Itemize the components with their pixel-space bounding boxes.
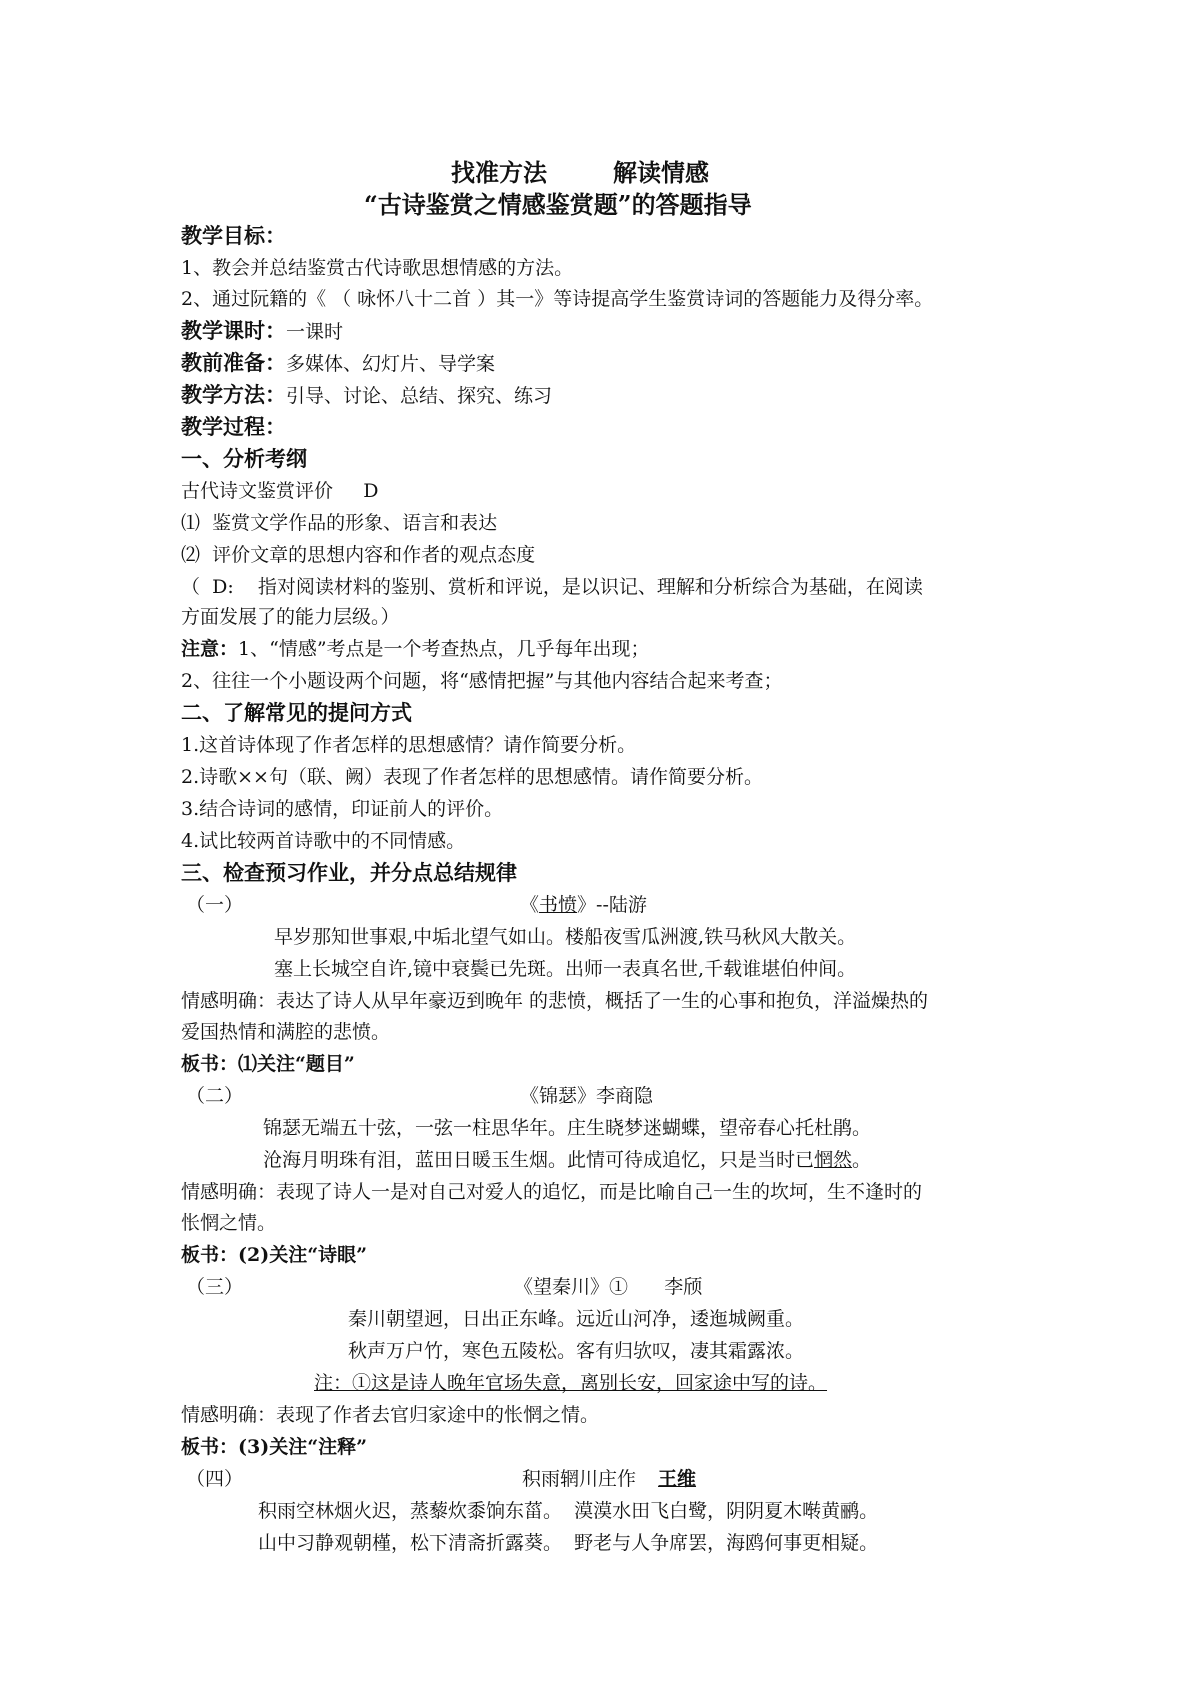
hours-row (181, 318, 343, 345)
process-heading: 教学过程： (181, 414, 286, 439)
note-line: 2、往往一个小题设两个问题，将“感情把握”与其他内容结合起来考查； (181, 670, 783, 692)
syllabus-line: ⑴ 鉴赏文学作品的形象、语言和表达 (181, 512, 498, 534)
poem-number: （一） (186, 894, 244, 916)
objective-item: 1、教会并总结鉴赏古代诗歌思想情感的方法。 (181, 257, 574, 279)
note-row (181, 636, 650, 662)
emotion-text: 情感明确：表现了作者去官归家途中的怅惘之情。 (181, 1404, 600, 1426)
poem-number: （二） (186, 1085, 244, 1107)
poem-line: 塞上长城空自许,镜中衰鬓已先斑。出师一表真名世,千载谁堪伯仲间。 (274, 958, 857, 980)
poem-number: （三） (186, 1276, 244, 1298)
syllabus-line: （ D: 指对阅读材料的鉴别、赏析和评说，是以识记、理解和分析综合为基础，在阅读 (181, 576, 923, 598)
question-item: 1.这首诗体现了作者怎样的思想感情？请作简要分析。 (181, 734, 637, 756)
section-heading: 一、分析考纲 (181, 446, 307, 471)
poem-line: 山中习静观朝槿，松下清斋折露葵。 野老与人争席罢，海鸥何事更相疑。 (258, 1532, 879, 1554)
poem-title: 《锦瑟》李商隐 (520, 1085, 654, 1107)
methods-value: 引导、讨论、总结、探究、练习 (286, 385, 553, 407)
objective-item: 2、通过阮籍的《 （ 咏怀八十二首 ）其一》等诗提高学生鉴赏诗词的答题能力及得分率。 (181, 288, 934, 310)
emotion-text: 怅惘之情。 (181, 1212, 277, 1234)
title-left: 找准方法 (451, 158, 547, 187)
hours-value: 一课时 (286, 321, 344, 343)
emotion-text: 情感明确：表现了诗人一是对自己对爱人的追忆，而是比喻自己一生的坎坷，生不逢时的 (181, 1181, 923, 1203)
syllabus-line: 古代诗文鉴赏评价 D (181, 480, 379, 502)
methods-row (181, 382, 552, 409)
poem-footnote: 注：①这是诗人晚年官场失意，离别长安，回家途中写的诗。 (314, 1372, 828, 1394)
prep-value: 多媒体、幻灯片、导学案 (286, 353, 496, 375)
methods-label: 教学方法： (181, 382, 286, 407)
poem-title: 积雨辋川庄作 王维 (522, 1468, 697, 1490)
poem-line: 早岁那知世事艰,中垢北望气如山。楼船夜雪瓜洲渡,铁马秋风大散关。 (274, 926, 857, 948)
prep-row (181, 350, 495, 377)
title-right: 解读情感 (613, 158, 709, 187)
poem-line: 秋声万户竹，寒色五陵松。客有归欤叹，凄其霜露浓。 (348, 1340, 805, 1362)
note-text: 1、“情感”考点是一个考查热点，几乎每年出现； (238, 638, 650, 660)
syllabus-line: 方面发展了的能力层级。） (181, 606, 400, 628)
objectives-heading: 教学目标： (181, 223, 286, 248)
poem-number: （四） (186, 1468, 244, 1490)
poem-line: 沧海月明珠有泪，蓝田日暖玉生烟。此情可待成追忆，只是当时已惘然。 (263, 1149, 872, 1171)
poem-author: 王维 (658, 1468, 697, 1490)
page-title (451, 158, 709, 188)
section-heading: 三、检查预习作业，并分点总结规律 (181, 860, 517, 885)
poem-title: 《望秦川》① 李颀 (514, 1276, 703, 1298)
hours-label: 教学课时： (181, 318, 286, 343)
emotion-text: 情感明确：表达了诗人从早年豪迈到晚年 的悲愤，概括了一生的心事和抱负，洋溢燥热的 (181, 990, 929, 1012)
board-note: 板书：⑴关注“题目” (181, 1053, 355, 1075)
board-note: 板书：(2)关注“诗眼” (181, 1244, 368, 1266)
board-note: 板书：(3)关注“注释” (181, 1436, 368, 1458)
syllabus-line: ⑵ 评价文章的思想内容和作者的观点态度 (181, 544, 536, 566)
section-heading: 二、了解常见的提问方式 (181, 700, 412, 725)
prep-label: 教前准备： (181, 350, 286, 375)
question-item: 2.诗歌××句（联、阙）表现了作者怎样的思想感情。请作简要分析。 (181, 766, 763, 788)
poem-line: 积雨空林烟火迟，蒸藜炊黍饷东菑。 漠漠水田飞白鹭，阴阴夏木啭黄鹂。 (258, 1500, 879, 1522)
question-item: 3.结合诗词的感情，印证前人的评价。 (181, 798, 504, 820)
poem-line: 秦川朝望迥，日出正东峰。远近山河净，逶迤城阙重。 (348, 1308, 805, 1330)
poem-title: 《书愤》--陆游 (520, 894, 647, 916)
emotion-text: 爱国热情和满腔的悲愤。 (181, 1021, 391, 1043)
page-subtitle: “古诗鉴赏之情感鉴赏题”的答题指导 (364, 190, 752, 219)
poem-line: 锦瑟无端五十弦，一弦一柱思华年。庄生晓梦迷蝴蝶，望帝春心托杜鹃。 (263, 1117, 872, 1139)
note-label: 注意： (181, 638, 239, 660)
question-item: 4.试比较两首诗歌中的不同情感。 (181, 830, 466, 852)
